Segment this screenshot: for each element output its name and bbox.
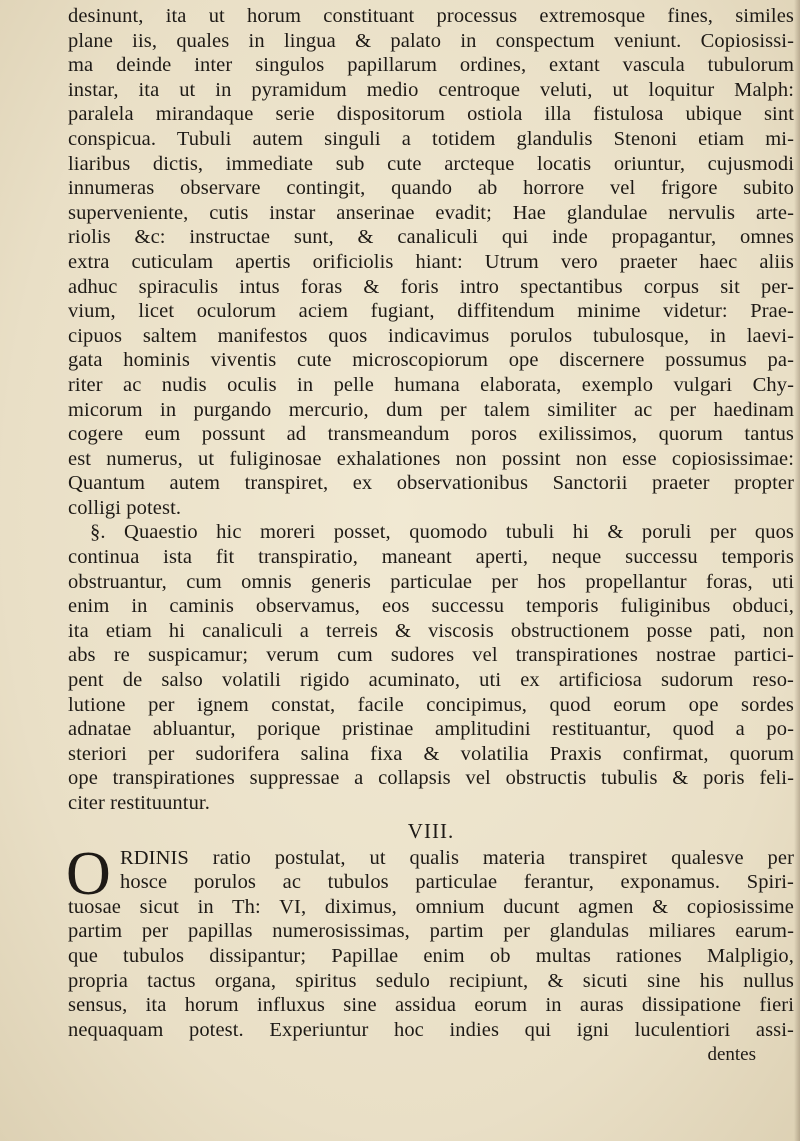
text-line: gata hominis viventis cute microscopiorum ope discernere possumus pa- (68, 349, 794, 372)
text-line: pent de salso volatili rigido acuminato, uti ex artificiosa sudorum reso- (68, 669, 794, 692)
paragraph-ordinis (66, 839, 794, 1043)
text-line: est numerus, ut fuliginosae exhalationes non possint non esse copiosissimae: (68, 447, 794, 470)
text-line: nequaquam potest. Experiuntur hoc indies qui igni luculentiori assi- (68, 1018, 794, 1041)
text-line: instar, ita ut in pyramidum medio centroque veluti, ut loquitur Malph: (68, 78, 794, 101)
text-line: ope transpirationes suppressae a collapsis vel obstructis tubulis & poris feli- (68, 767, 794, 790)
text-line: propria tactus organa, spiritus sedulo recipiunt, & sicuti sine his nullus (68, 969, 794, 992)
text-line: extra cuticulam apertis orificiolis hiant: Utrum vero praeter haec aliis (68, 250, 794, 273)
text-line: adnatae abluantur, porique pristinae amplitudini restituantur, quod a po- (68, 718, 794, 741)
text-line: Quantum autem transpiret, ex observationibus Sanctorii praeter propter (68, 472, 794, 495)
text-line: enim in caminis observamus, eos successu temporis fuliginibus obduci, (68, 595, 794, 618)
catchword: dentes (707, 1044, 756, 1066)
page-edge-shadow (794, 0, 800, 1141)
text-line: que tubulos dissipantur; Papillae enim ob multas rationes Malpligio, (68, 944, 794, 967)
text-line: abs re suspicamur; verum cum sudores vel transpirationes nostrae partici- (68, 644, 794, 667)
text-line: §. Quaestio hic moreri posset, quomodo tubuli hi & poruli per quos (90, 521, 794, 544)
text-line: ma deinde inter singulos papillarum ordines, extant vascula tubulorum (68, 54, 794, 77)
text-line: vium, licet oculorum aciem fugiant, diffitendum minime videtur: Prae- (68, 300, 794, 323)
text-line: liaribus dictis, immediate sub cute arcteque locatis oriuntur, cujusmodi (68, 152, 794, 175)
text-line: steriori per sudorifera salina fixa & volatilia Praxis confirmat, quorum (68, 742, 794, 765)
text-line: sensus, ita horum influxus sine assidua eorum in auras dissipatione fieri (68, 994, 794, 1017)
text-line: superveniente, cutis instar anserinae evadit; Hae glandulae nervulis arte- (68, 201, 794, 224)
text-line: continua ista fit transpiratio, maneant aperti, neque successu temporis (68, 546, 794, 569)
text-line: riter ac nudis oculis in pelle humana elaborata, exemplo vulgari Chy- (68, 373, 794, 396)
paragraph-quaestio (68, 520, 794, 815)
text-line: cogere eum possunt ad transmeandum poros exilissimos, quorum tantus (68, 423, 794, 446)
paragraph-papillae (68, 4, 794, 520)
text-line: paralela mirandaque serie dispositorum ostiola illa fistulosa ubique sint (68, 103, 794, 126)
text-line: cipuos saltem manifestos quos indicavimus porulos tubulosque, in laevi- (68, 324, 794, 347)
text-line: riolis &c: instructae sunt, & canaliculi qui inde propagantur, omnes (68, 226, 794, 249)
text-line: RDINIS ratio postulat, ut qualis materia transpiret qualesve per (120, 846, 794, 869)
text-line: lutione per ignem constat, facile concipimus, quod eorum ope sordes (68, 693, 794, 716)
text-line: conspicua. Tubuli autem singuli a totidem glandulis Stenoni etiam mi- (68, 127, 794, 150)
text-line: citer restituuntur. (68, 792, 210, 814)
text-line: adhuc spiraculis intus foras & foris intro spectantibus corpus sit per- (68, 275, 794, 298)
text-line: hosce porulos ac tubulos particulae ferantur, exponamus. Spiri- (120, 871, 794, 894)
text-line: innumeras observare contingit, quando ab horrore vel frigore subito (68, 177, 794, 200)
text-line: tuosae sicut in Th: VI, diximus, omnium ducunt agmen & copiosissime (68, 895, 794, 918)
text-line: colligi potest. (68, 496, 182, 519)
text-line: ita etiam hi canaliculi a terreis & viscosis obstructionem posse pati, non (68, 619, 794, 642)
text-line: obstruantur, cum omnis generis particulae per hos propellantur foras, uti (68, 570, 794, 593)
text-line: plane iis, quales in lingua & palato in conspectum veniunt. Copiosissi- (68, 29, 794, 52)
text-line: micorum in purgando mercurio, dum per talem similiter ac per haedinam (68, 398, 794, 421)
section-heading: VIII. (407, 818, 455, 843)
text-line: desinunt, ita ut horum constituant processus extremosque fines, similes (68, 5, 794, 27)
drop-cap-letter: O (66, 839, 111, 908)
text-line: partim per papillas numerosissimas, partim per glandulas miliares earum- (68, 920, 794, 943)
